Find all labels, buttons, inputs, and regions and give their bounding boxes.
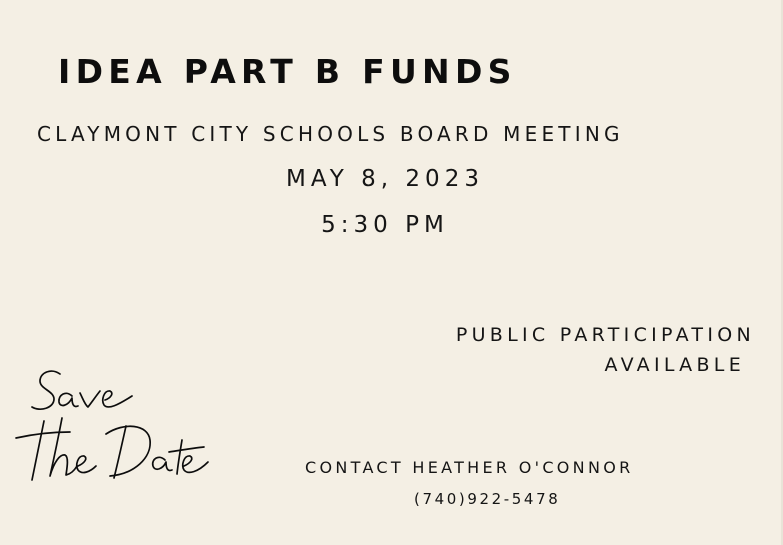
- script-stroke-e3: [183, 456, 208, 472]
- participation-line-2: AVAILABLE: [604, 354, 745, 376]
- script-stroke-h: [50, 418, 77, 476]
- meeting-date: MAY 8, 2023: [286, 166, 484, 192]
- script-stroke-t2-cross: [169, 447, 204, 452]
- script-stroke-v: [80, 391, 100, 407]
- participation-note: [456, 320, 755, 380]
- save-the-date-script: [14, 362, 214, 487]
- flyer-title: IDEA PART B FUNDS: [58, 52, 517, 91]
- script-stroke-d-stem: [114, 426, 126, 478]
- script-stroke-a: [59, 393, 78, 406]
- contact-phone: (740)922-5478: [414, 490, 561, 508]
- script-stroke-e: [103, 391, 132, 407]
- script-stroke-d-bowl: [106, 426, 150, 476]
- contact-name: CONTACT HEATHER O'CONNOR: [305, 458, 634, 477]
- meeting-name: CLAYMONT CITY SCHOOLS BOARD MEETING: [37, 122, 624, 146]
- participation-line-1: PUBLIC PARTICIPATION: [455, 324, 755, 346]
- script-stroke-a2: [153, 457, 172, 470]
- script-stroke-s: [32, 371, 60, 409]
- script-stroke-t-cross: [16, 432, 70, 438]
- meeting-time: 5:30 PM: [321, 212, 449, 238]
- script-stroke-t2-stem: [177, 440, 182, 474]
- script-stroke-t-stem: [32, 421, 44, 480]
- script-stroke-e2: [77, 456, 96, 473]
